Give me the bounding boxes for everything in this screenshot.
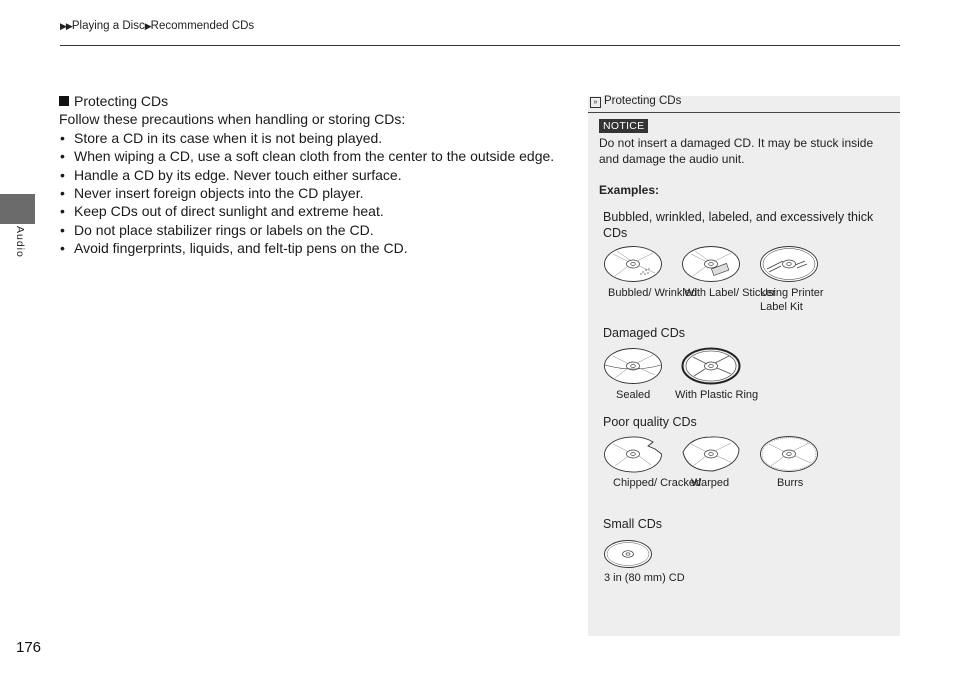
- caption-bubbled-wrinkled: Bubbled/ Wrinkled: [608, 287, 698, 299]
- warped-cd-icon: [681, 435, 741, 473]
- section-tab-label: Audio: [14, 226, 26, 258]
- chipped-cd-icon: [603, 435, 663, 473]
- sealed-cd-icon: [603, 347, 663, 385]
- double-chevron-icon: »: [590, 97, 601, 108]
- list-item: • Avoid fingerprints, liquids, and felt-tip pens on the CD.: [59, 239, 579, 257]
- caption-warped: Warped: [691, 477, 730, 489]
- note-panel: [588, 96, 900, 636]
- caption-label-sticker: With Label/ Sticker: [684, 287, 776, 299]
- list-item: • Do not place stabilizer rings or labels on the CD.: [59, 221, 579, 239]
- category-title-small: Small CDs: [603, 517, 663, 531]
- caption-chipped-cracked: Chipped/ Cracked: [613, 477, 702, 489]
- section-heading-text: Protecting CDs: [74, 93, 169, 109]
- category-title-damaged: Damaged CDs: [603, 326, 685, 340]
- label-sticker-cd-icon: [681, 245, 741, 283]
- list-item: • When wiping a CD, use a soft clean cloth from the center to the outside edge.: [59, 147, 579, 165]
- printer-label-cd-icon: [759, 245, 819, 283]
- caption-sealed: Sealed: [616, 389, 651, 401]
- notice-badge: NOTICE: [599, 119, 648, 133]
- list-item: • Keep CDs out of direct sunlight and extreme heat.: [59, 202, 579, 220]
- bubbled-cd-icon: [603, 245, 663, 283]
- caption-small-cd: 3 in (80 mm) CD: [604, 572, 685, 584]
- note-header[interactable]: [590, 95, 681, 108]
- caption-plastic-ring: With Plastic Ring: [675, 389, 759, 401]
- main-content: [59, 92, 579, 258]
- precautions-list: [59, 129, 579, 258]
- square-bullet-icon: [59, 96, 69, 106]
- list-item: • Handle a CD by its edge. Never touch either surface.: [59, 166, 579, 184]
- header-rule: [60, 45, 900, 46]
- breadcrumb-recommended-cds[interactable]: Recommended CDs: [150, 20, 255, 32]
- caption-burrs: Burrs: [777, 477, 804, 489]
- plastic-ring-cd-icon: [681, 347, 741, 385]
- intro-text: Follow these precautions when handling or storing CDs:: [59, 111, 406, 128]
- note-rule: [588, 112, 900, 113]
- page-number: 176: [16, 639, 42, 656]
- breadcrumb-separator: ▶: [144, 21, 151, 31]
- notice-text: Do not insert a damaged CD. It may be stuck inside and damage the audio unit.: [599, 136, 874, 166]
- category-title-bubbled: Bubbled, wrinkled, labeled, and excessively thick CDs: [603, 210, 874, 240]
- note-title: Protecting CDs: [604, 95, 682, 107]
- section-tab[interactable]: [0, 194, 35, 224]
- small-cd-icon: [603, 539, 653, 569]
- list-item: • Store a CD in its case when it is not being played.: [59, 129, 579, 147]
- breadcrumb: [60, 20, 254, 32]
- caption-printer-label-kit: Using Printer Label Kit: [760, 287, 824, 313]
- breadcrumb-arrows: ▶▶: [60, 21, 72, 31]
- category-title-poor-quality: Poor quality CDs: [603, 415, 697, 429]
- burrs-cd-icon: [759, 435, 819, 473]
- breadcrumb-playing-a-disc[interactable]: Playing a Disc: [71, 20, 145, 32]
- section-heading: [59, 92, 579, 110]
- list-item: • Never insert foreign objects into the CD player.: [59, 184, 579, 202]
- examples-label: Examples:: [599, 183, 660, 197]
